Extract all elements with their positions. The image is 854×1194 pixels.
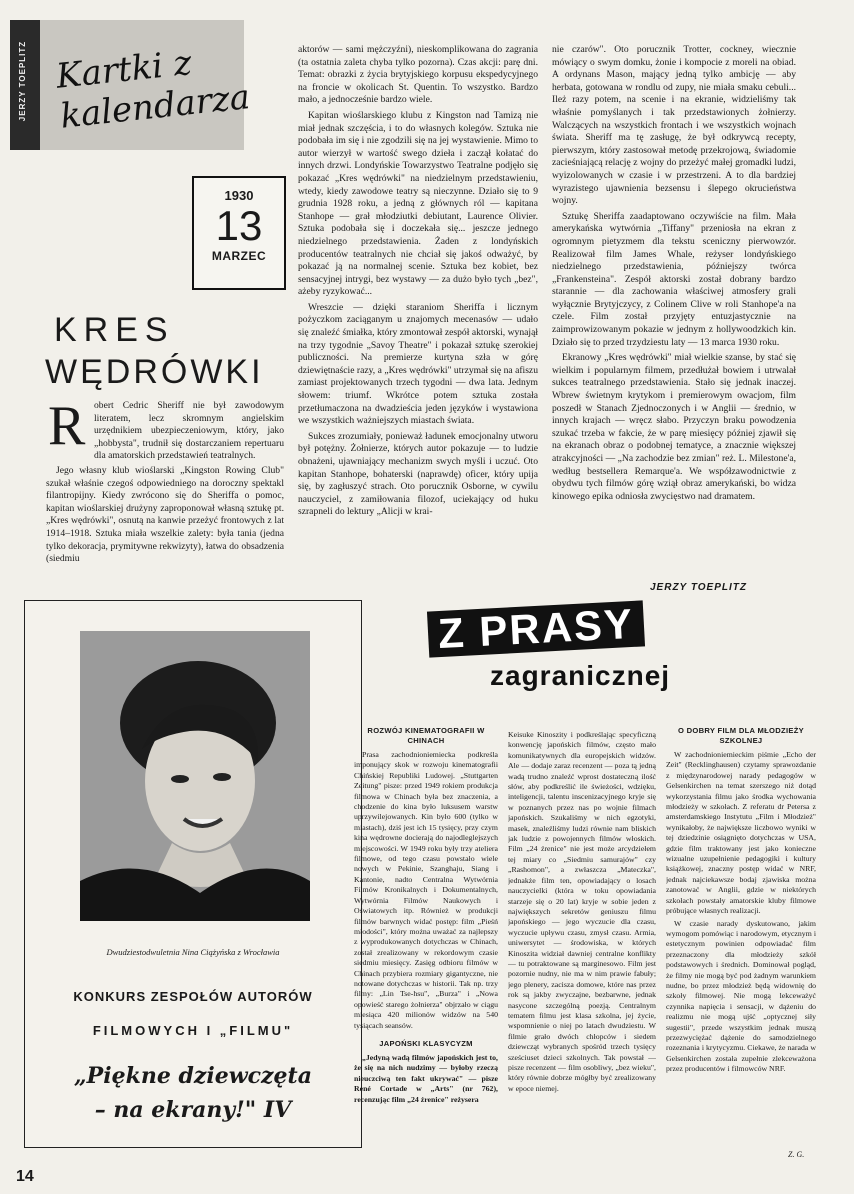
- press-article-heading: JAPOŃSKI KLASYCYZM: [379, 1038, 473, 1048]
- article-column-2: [298, 44, 538, 576]
- contest-script-line2: – na ekrany!" IV: [94, 1097, 292, 1123]
- press-paragraph: „Jedyną wadą filmów japońskich jest to, że się na nich nudzimy — byłoby rzeczą nieuczciwą ten fakt ukrywać" — pisze René Cortade w „Arts" (nr 762), recenzując film „24 źrenice" reżysera: [354, 1052, 498, 1104]
- article-paragraph: aktorów — sami mężczyźni), nieskomplikowana do zagrania (ta ostatnia zaleta chyba tylko pozorna). Czas akcji: parę dni. Temat: obrazki z życia brytyjskiego korpusu ekspedycyjnego na froncie w okolicach St. Quentin. To wszystko. Bardzo mało, a jednocześnie bardzo wiele.: [298, 44, 538, 106]
- article-title-line1: KRES: [54, 311, 175, 349]
- article-paragraph: Ekranowy „Kres wędrówki" miał wielkie szanse, by stać się wielkim i popularnym filmem, przedłużał bowiem i utrwalał sukces teatralnego przedstawienia. Stało się jednak inaczej. Wbrew świetnym krytykom i premierowym owacjom, film poszedł w Stanach Zjednoczonych i w Anglii — średnio, w innych krajach — wręcz słabo. Przyczyn braku powodzenia szukać trzeba w fakcie, że w parę miesięcy później zjawił się na ekranach obraz o podobnej tematyce, a znacznie większej atrakcyjności — „Na zachodzie bez zmian" reż. L. Milestone'a, według bestsellera Remarque'a. We współzawodnictwie z obydwu tych filmów górę wziął obraz amerykański, bo widza kinowego epika odniosła zwycięstwo nad dramatem.: [552, 352, 796, 502]
- press-article-heading: O DOBRY FILM DLA MŁODZIEŻY SZKOLNEJ: [677, 726, 805, 745]
- date-box: [192, 176, 286, 290]
- press-article-heading: ROZWÓJ KINEMATOGRAFII W CHINACH: [367, 726, 485, 745]
- contest-title-line2: FILMOWYCH I „FILMU": [92, 1023, 294, 1038]
- date-month: MARZEC: [211, 249, 267, 263]
- press-column-1: [354, 726, 498, 1166]
- press-heading-line2: zagranicznej: [490, 660, 671, 691]
- date-year: 1930: [224, 188, 254, 203]
- article-column-1: [46, 465, 284, 575]
- portrait-photo: [80, 631, 310, 921]
- article-paragraph: nie czarów". Oto porucznik Trotter, cockney, wiecznie mówiący o swym domku, żonie i kompocie z moreli na obiad. A ordynans Mason, mający jedną tylko ambicję — aby herbata, gotowana w rondlu od zupy, nie miała smaku cebuli... Ileż razy potem, na scenie i na ekranie, widzieliśmy tak właśnie pomyślanych i tak przedstawionych żołnierzy. Walczących na wszystkich frontach i we wszystkich wojnach świata. Sheriff ma tę zasługę, że był odkrywcą recepty, pierwszym, który zastosował metodę przekrojową, świadomie zacieśniającą relację z wojny do przeżyć małej gromadki ludzi, wyizolowanych w czasie i w przestrzeni. A to dla bardziej wyrazistego ujawnienia bezsensu i ślepego okrucieństwa wojny.: [552, 44, 796, 207]
- contest-script-line1: „Piękne dziewczęta: [74, 1063, 312, 1089]
- press-paragraph: Keisuke Kinoszity i podkreślając specyficzną konwencję japońskich filmów, często mało komunikatywnych dla europejskich widzów. Ale — dodaje zaraz recenzent — poza tą jedną wadą trudno znaleźć wprost dostateczną ilość słów, aby podkreślić ile świeżości, wdzięku, inteligencji, talentu inscenizacyjnego kryje się w poznanych przez nas po wojnie filmach japońskich. Szukaliśmy w nich egzotyki, masek, znaleźliśmy ludzi równie nam bliskich jak ludzie z powojennych filmów włoskich. Film „24 źrenice" nie jest może arcydziełem tej miary co „Siedmiu samurajów" czy „Rashomon", a zwłaszcza „Mateczka", jednakże film ten, opowiadający o losach nauczycielki (która w toku opowiadania starzeje się o 20 lat) kryje w sobie jeden z największych sekretów geniuszu filmu japońskiego — jego wyczucie dla czasu, wyczucie upływu czasu, zmysł czasu. Armia, uniwersytet — środowiska, w których Kinoszita widział dawniej centralne konflikty — tu potraktowane są marginesowo. Film jest pozornie nudny, nie ma w nim prawie fabuły; jego plenery, zacisza domowe, które nas przez rok są jakby zwyczajne, bezbarwne, jednak nasycone szczególną poezją. Centralnym tematem filmu jest klasa szkolna, jej życie, wspomnienie o niej po latach dwudziestu. W filmie grało dwóch chłopców i siedem dziewcząt wybranych spośród trzech tysięcy sześciuset dzieci szkolnych. Tak powstał — pisze recenzent — film osobliwy, „bez wieku", który równie dobrze mógłby być zrealizowany w epoce niemej.: [508, 730, 656, 1093]
- author-signature: JERZY TOEPLITZ: [650, 582, 747, 593]
- press-paragraph: Prasa zachodnioniemiecka podkreśla imponujący skok w rozwoju kinematografii Chińskiej Republiki Ludowej. „Stuttgarten Zeitung" pisze: przed 1949 rokiem produkcja filmowa w Chinach była bez znaczenia, a chodzenie do kina było luksusem warstw uprzywilejowanych. Kin było 600 (tylko w miastach), dziś jest ich 15 tysięcy, przy czym kina wędrowne docierają do najodleglejszych miejscowości. W 1949 roku były trzy atelierа filmowe, od tego czasu powstało wiele nowych w Pekinie, Szanghaju, Siang i Kantonie, nadto Centralna Wytwórnia Filmów Kronikalnych i Dokumentalnych, Wytwórnia Filmów Naukowych i Oświatowych itp. Również w produkcji filmów barwnych widać postęp: film „Pieśń młodości", który można uważać za najlepszy z wyprodukowanych dotychczas w Chinach, został zrealizowany w rekordowym czasie siedmiu miesięcy. Zasięg odbioru filmów w Chinach przybiera rozmiary gigantyczne, nie notowane dotychczas w historii. Tak np. trzy filmy: „Lin Tse-hsu", „Burza" i „Nowa opowieść starego żołnierza" objrzało w ciągu miesiąca 420 milionów widzów na 540 tysiącach seansów.: [354, 750, 498, 1030]
- contest-title-line1: KONKURS ZESPOŁÓW AUTORÓW: [73, 989, 313, 1004]
- press-column-2: [508, 730, 656, 1166]
- article-paragraph: Sztukę Sheriffa zaadaptowano oczywiście na film. Mała amerykańska wytwórnia „Tiffany" przeniosła na ekran z ogromnym pietyzmem dla tekstu sceniczny pierwowzór. Realizował film James Whale, reżyser londyńskiego niedzielnego przedstawienia, późniejszy twórca „Frankensteina". Zespół aktorski został dobrany bardzo starannie — dla zachowania właściwej atmosfery grali wyłącznie Brytyjczycy, z Colinem Clive w roli Stanhope'a na czele. Film został przyjęty entuzjastycznie na zaimprowizowanym pokazie w jednym z hollywoodzkich kin. Działo się to przed trzydziestu laty — 13 marca 1930 roku.: [552, 210, 796, 348]
- series-banner: [10, 20, 252, 150]
- photo-caption: Dwudziestodwuletnia Nina Ciążyńska z Wrocławia: [106, 947, 280, 957]
- press-signature: Z. G.: [788, 1150, 805, 1159]
- article-column-3: [552, 44, 796, 564]
- press-paragraph: W czasie narady dyskutowano, jakim wymogom pomówiąc i narodowym, etycznym i estetycznym powinien odpowiadać film przeznaczony dla młodzieży szkół podstawowych i średnich. Dominował pogląd, że filmy nie mogą być pod żadnym warunkiem nudne, bo przez młodzież będą widownię do szkoły filmowej. Nie mogą lekceważyć czynnika napięcia i sensacji, w dążeniu do realizmu nie mogą ujść „optycznej siły sugestii", przede wszystkim jednak muszą przezwyciężać dążenie do samodzielnego rozeznania i krytycyzmu. Ciekawe, że narada w Gelsenkirchen została zupełnie zlekceważona przez producentów i filmowców NRF.: [666, 918, 816, 1074]
- article-lead-paragraph: obert Cedric Sheriff nie był zawodowym literatem, lecz skromnym angielskim urzędnikiem ubezpieczeniowym, który, jako „hobbysta", trudnił się dostarczaniem repertuaru dla amatorskich przedstawień teatralnych.: [94, 400, 284, 462]
- article-paragraph: Jego własny klub wioślarski „Kingston Rowing Club" szukał właśnie czegoś odpowiedniego na doroczny spektakl filantropijny. Kiedy zwrócono się do Sheriffa o pomoc, kapitan wioślarskiej drużyny zaproponował własną sztukę pt. „Kres wędrówki", osnutą na kanwie przeżyć frontowych z lat 1914–1918. Sztuka miała wszelkie zalety: była tania (jedna tylko dekoracja, prymitywne rekwizyty), łatwa do obsadzenia (siedmiu: [46, 465, 284, 565]
- press-heading-line1: Z PRASY: [427, 600, 645, 657]
- article-title-line2: WĘDRÓWKI: [45, 353, 264, 391]
- date-day: 13: [215, 202, 263, 249]
- portrait-illustration: [80, 631, 310, 921]
- article-column-1-lead: [94, 400, 284, 463]
- author-vertical-text: JERZY TOEPLITZ: [18, 40, 27, 122]
- article-paragraph: Kapitan wioślarskiego klubu z Kingston nad Tamizą nie miał jednak szczęścia, i to do własnych kolegów. Sztuka nie podobała im się i nie zgodzili się na jej wystawienie. Mimo to autor wierzył w wartość swego dzieła i zaczął kołatać do innych drzwi. Londyńskie Towarzystwo Teatralne podjęło się pokazać „Kres wędrówki" na niedzielnym przedstawieniu, wtedy, kiedy zawodowe teatry są nieczynne. Działo się to 9 grudnia 1928 roku, a jedną z głównych ról — kapitana Stanhope — grał młodziutki debiutant, Laurence Olivier. Sztuka podobała się i doczekała się... jeszcze jednego niedzielnego przedstawienia. Żaden z londyńskich producentów teatralnych nie chciał się jakoś odważyć, by pokazać ją na normalnej scenie. Sztuka bez kobiet, bez sensacyjnej intrygi, bez wystawy — za dużo było tych „bez", ażeby ryzykować...: [298, 109, 538, 298]
- article-paragraph: Wreszcie — dzięki staraniom Sheriffa i licznym pożyczkom zaciąganym u znajomych mecenasów — udało się znaleźć śmiałka, który zmontował zespół aktorski, wynajął na trzy tygodnie „Savoy Theatre" i pokazał sztukę szerokiej publiczności. Na premierze kurtyna szła w górę dziewiętnaście razy, a „Kres wędrówki" utrzymał się na afiszu zamiast projektowanych trzech tygodni — dwa lata. Jednym słowem: triumf. Wkrótce potem sztuka została przetłumaczona na dwadzieścia jeden języków i wystawiona we wszystkich ważniejszych miastach świata.: [298, 301, 538, 427]
- press-paragraph: W zachodnioniemieckim piśmie „Echo der Zeit" (Recklinghausen) czytamy sprawozdanie z międzynarodowej narady pedagogów w Gelsenkirchen na temat szerszego niż dotąd wykorzystania filmu jako środka wychowania młodzieży w szkołach. Z referatu dr Petersa z amsterdamskiego Instytutu „Film i Młodzież" wynikałoby, że największe liczbowo wyniki w tej dziedzinie osiągnięto dotychczas w USA, gdzie film traktowany jest jako konieczne wizualne uzupełnienie pedagogiki i kultury książkowej, znaczny postęp widać w NRF, jednak najciekawsze bodaj zjawiska można zanotować w Anglii, gdzie w niektórych szkołach powstały amatorskie kluby filmowe próbujące własnych realizacji.: [666, 750, 816, 916]
- contest-promo-box: [24, 600, 362, 1148]
- series-script-title: Kartki z kalendarza: [54, 42, 252, 137]
- drop-cap: R: [48, 395, 86, 457]
- press-column-3: [666, 726, 816, 1146]
- article-paragraph: Sukces zrozumiały, ponieważ ładunek emocjonalny utworu był potężny. Żołnierze, których autor pokazuje — to ludzie obnażeni, ujawniający mechanizm swych myśli i uczuć. Oto kapitan Stanhope, bohaterski (naprawdę) oficer, który upija się, by zagłuszyć strach. Oto porucznik Osborne, w cywilu nauczyciel, z zamiłowania filozof, uciekający od huku szrapneli do lektury „Alicji w krai-: [298, 430, 538, 518]
- press-section-heading: [420, 599, 700, 706]
- page-number: 14: [16, 1168, 34, 1185]
